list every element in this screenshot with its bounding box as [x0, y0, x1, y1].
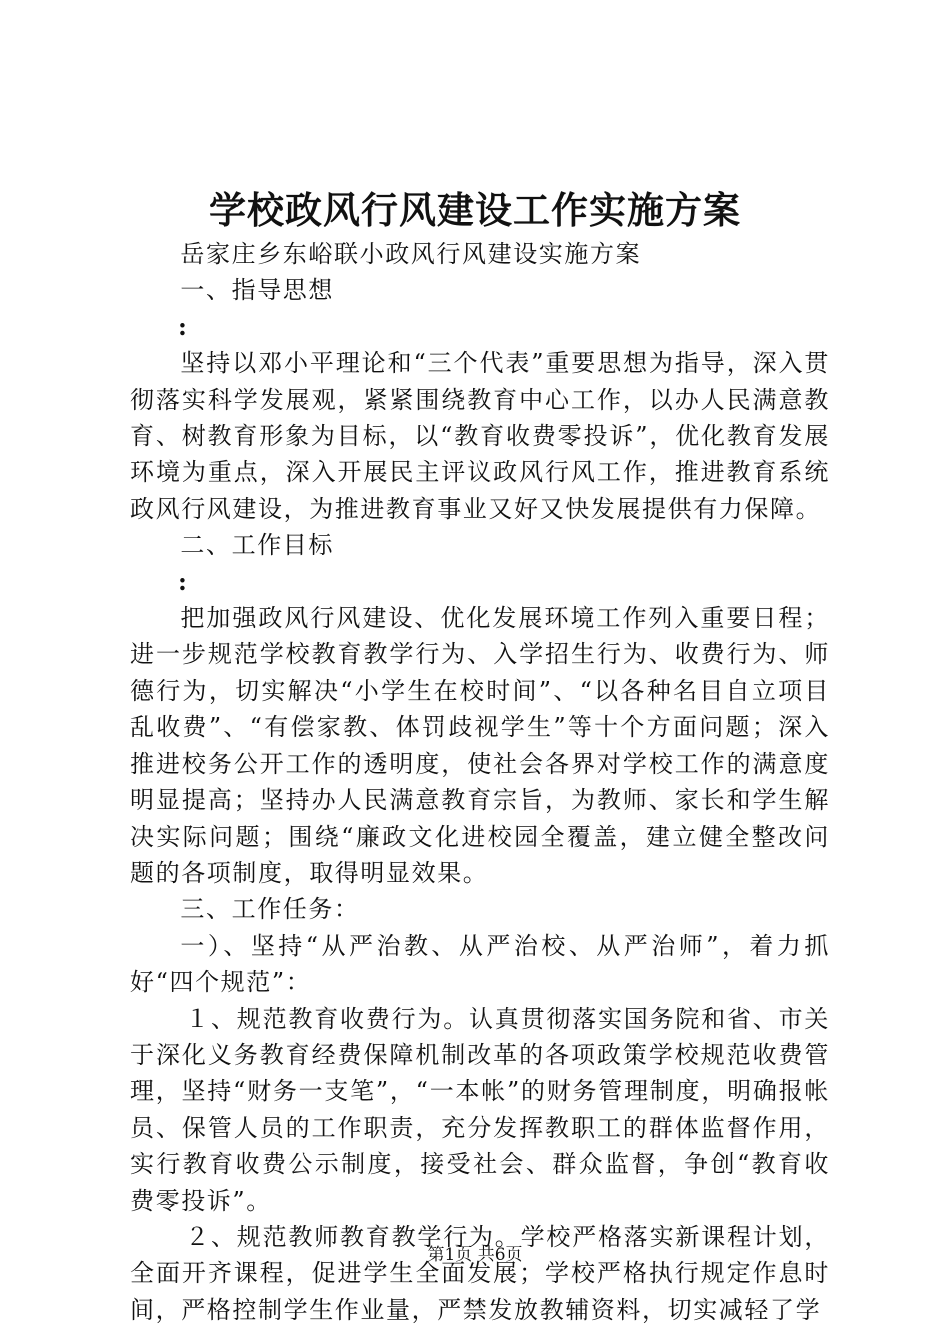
numbered-paragraph-1: １、规范教育收费行为。认真贯彻落实国务院和省、市关于深化义务教育经费保障机制改革的各项政策学校规范收费管理，坚持“财务一支笔”，“一本帐”的财务管理制度，明确报帐员、保管人员的工作职责，充分发挥教职工的群体监督作用，实行教育收费公示制度，接受社会、群众监督，争创“教育收费零投诉”。 [130, 1004, 830, 1215]
numbered-paragraph-2: ２、规范教师教育教学行为。学校严格落实新课程计划，全面开齐课程，促进学生全面发展；学校严格执行规定作息时间，严格控制学生作业量，严禁发放教辅资料，切实减轻了学 [130, 1222, 830, 1324]
section-heading-2: 二、工作目标 [180, 531, 334, 560]
document-body [130, 236, 830, 1328]
body-paragraph: 坚持以邓小平理论和“三个代表”重要思想为指导，深入贯彻落实科学发展观，紧紧围绕教育中心工作，以办人民满意教育、树教育形象为目标，以“教育收费零投诉”，优化教育发展环境为重点，深入开展民主评议政风行风工作，推进教育系统政风行风建设，为推进教育事业又好又快发展提供有力保障。 [130, 349, 830, 523]
colon-line: : [178, 566, 189, 596]
document-title: 学校政风行风建设工作实施方案 [209, 188, 741, 232]
colon-line: : [178, 311, 189, 341]
body-paragraph: 把加强政风行风建设、优化发展环境工作列入重要日程；进一步规范学校教育教学行为、入学招生行为、收费行为、师德行为，切实解决“小学生在校时间”、“以各种名目自立项目乱收费”、“有偿家教、体罚歧视学生”等十个方面问题；深入推进校务公开工作的透明度，使社会各界对学校工作的满意度明显提高；坚持办人民满意教育宗旨，为教师、家长和学生解决实际问题；围绕“廉政文化进校园全覆盖，建立健全整改问题的各项制度，取得明显效果。 [130, 604, 830, 887]
page-footer: 第1页 共6页 [427, 1245, 523, 1265]
subsection-heading: 一）、坚持“从严治教、从严治校、从严治师”，着力抓好“四个规范”： [130, 931, 830, 997]
subtitle-paragraph: 岳家庄乡东峪联小政风行风建设实施方案 [180, 240, 642, 268]
section-heading-1: 一、指导思想 [180, 276, 334, 305]
section-heading-3: 三、工作任务： [180, 895, 360, 924]
